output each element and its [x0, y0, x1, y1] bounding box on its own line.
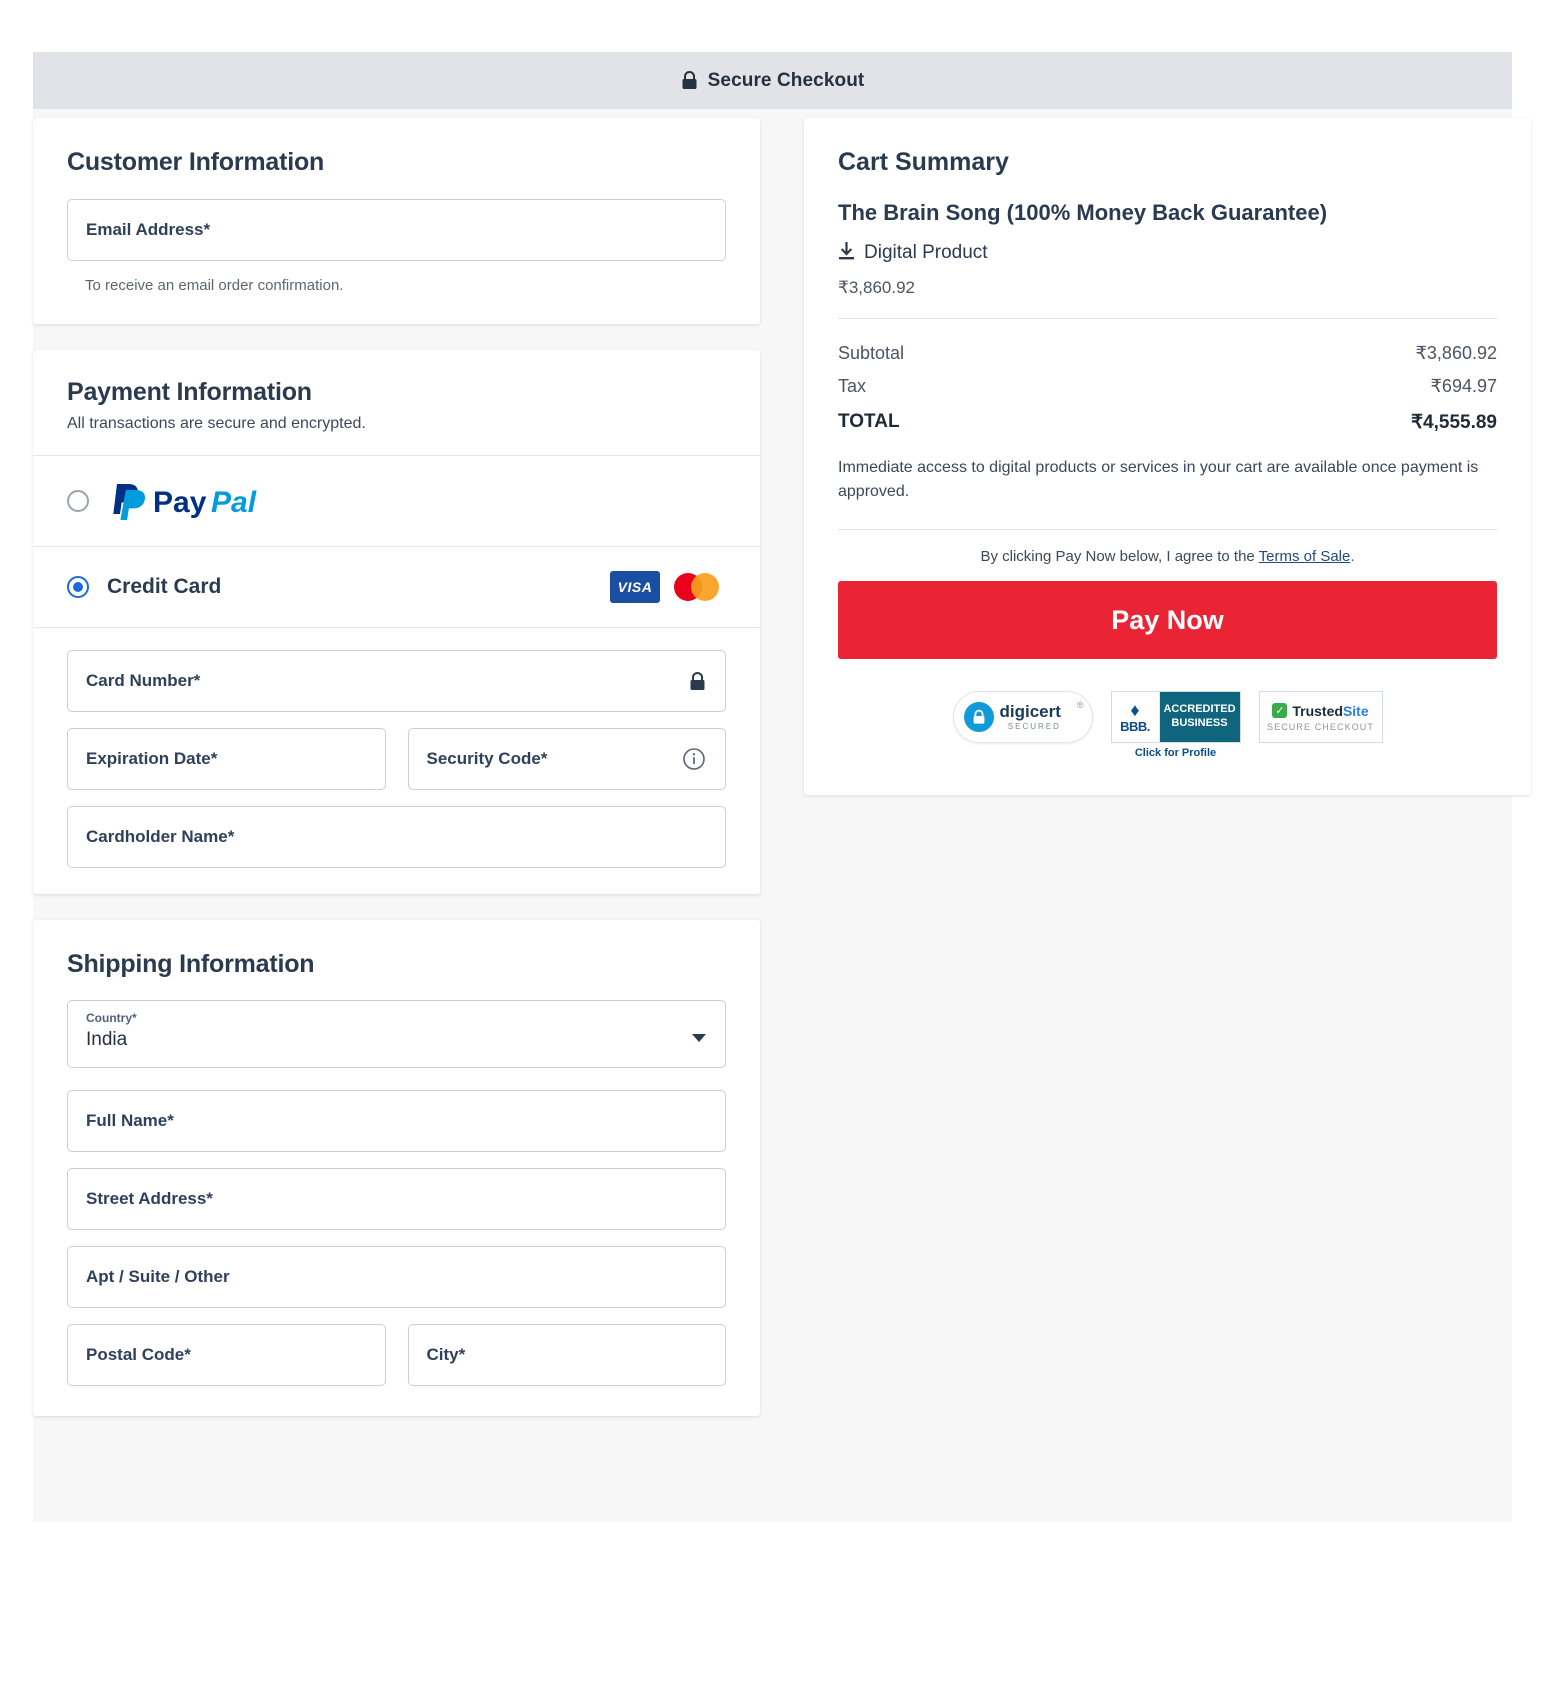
- bbb-logo-icon: ♦ BBB.: [1112, 692, 1160, 742]
- check-icon: ✓: [1272, 703, 1287, 718]
- svg-text:Pal: Pal: [211, 485, 257, 519]
- trustedsite-title-row: [1272, 703, 1368, 719]
- digicert-name: digicert: [999, 702, 1061, 722]
- country-value: India: [86, 1028, 128, 1050]
- expiration-wrapper: [67, 728, 386, 790]
- postal-code-input[interactable]: [67, 1324, 386, 1386]
- shipping-information-card: [33, 920, 760, 1417]
- subtotal-value: ₹3,860.92: [1415, 342, 1497, 363]
- customer-information-title: Customer Information: [67, 148, 325, 176]
- chevron-down-icon[interactable]: [692, 1034, 706, 1042]
- bbb-accredited-text: [1160, 692, 1240, 742]
- paypal-radio[interactable]: [67, 490, 89, 512]
- security-code-wrapper: [408, 728, 727, 790]
- full-name-wrapper: [67, 1090, 726, 1152]
- info-icon[interactable]: [682, 747, 706, 771]
- terms-prefix: By clicking Pay Now below, I agree to the: [980, 548, 1259, 566]
- tax-value: ₹694.97: [1430, 375, 1497, 396]
- email-helper-text: To receive an email order confirmation.: [85, 276, 344, 294]
- cardholder-name-wrapper: [67, 806, 726, 868]
- right-column: [804, 118, 1531, 821]
- tax-row: [838, 370, 1497, 403]
- customer-information-card: [33, 118, 760, 324]
- product-price: ₹3,860.92: [838, 277, 915, 297]
- terms-of-sale-link[interactable]: Terms of Sale: [1258, 548, 1351, 566]
- shipping-information-title: Shipping Information: [67, 949, 315, 978]
- email-input[interactable]: [67, 199, 726, 261]
- trustedsite-badge[interactable]: [1259, 691, 1383, 743]
- trust-badges: [838, 691, 1497, 765]
- lock-icon: [689, 671, 706, 691]
- payment-header: [33, 350, 760, 456]
- terms-suffix: .: [1350, 548, 1355, 566]
- country-select[interactable]: [67, 1000, 726, 1068]
- paypal-logo-icon: [107, 480, 295, 522]
- apt-suite-wrapper: [67, 1246, 726, 1308]
- digicert-text: [1000, 703, 1061, 731]
- security-code-input[interactable]: [408, 728, 727, 790]
- payment-information-card: [33, 350, 760, 894]
- product-type-row: [838, 241, 1497, 266]
- card-brand-icons: [610, 571, 726, 603]
- trustedsite-name-part1: Trusted: [1292, 702, 1343, 719]
- expiration-security-row: [67, 728, 726, 806]
- terms-divider: [838, 529, 1497, 530]
- product-type-label: Digital Product: [864, 242, 988, 263]
- total-value: ₹4,555.89: [1410, 411, 1497, 433]
- bbb-line-2: BUSINESS: [1171, 717, 1228, 730]
- total-row: [838, 403, 1497, 440]
- bbb-badge[interactable]: [1111, 691, 1241, 743]
- postal-code-wrapper: [67, 1324, 386, 1386]
- digital-access-note: Immediate access to digital products or services in your cart are available once payment is approved.: [838, 458, 1479, 501]
- terms-text: [838, 548, 1497, 565]
- visa-icon: VISA: [610, 571, 660, 603]
- apt-suite-input[interactable]: [67, 1246, 726, 1308]
- payment-option-paypal[interactable]: [33, 456, 760, 547]
- city-input[interactable]: [408, 1324, 727, 1386]
- subtotal-label: Subtotal: [838, 342, 905, 363]
- digicert-badge[interactable]: [953, 691, 1093, 743]
- trustedsite-name-part2: Site: [1342, 702, 1369, 719]
- cardholder-name-input[interactable]: [67, 806, 726, 868]
- country-label: Country*: [86, 1011, 137, 1026]
- trustedsite-name: [1292, 703, 1368, 719]
- bbb-badge-wrapper[interactable]: [1111, 691, 1241, 759]
- trustedsite-sub: SECURE CHECKOUT: [1266, 721, 1374, 732]
- subtotal-row: [838, 337, 1497, 370]
- total-label: TOTAL: [838, 410, 900, 432]
- secure-checkout-bar: [33, 52, 1512, 109]
- city-wrapper: [408, 1324, 727, 1386]
- postal-city-row: [67, 1324, 726, 1386]
- street-address-wrapper: [67, 1168, 726, 1230]
- street-address-input[interactable]: [67, 1168, 726, 1230]
- mastercard-icon: [674, 571, 726, 603]
- secure-checkout-title: Secure Checkout: [707, 69, 865, 91]
- expiration-date-input[interactable]: [67, 728, 386, 790]
- bbb-caption[interactable]: Click for Profile: [1134, 747, 1217, 760]
- summary-divider: [838, 318, 1497, 319]
- product-name: The Brain Song (100% Money Back Guarantee): [838, 200, 1328, 225]
- country-select-wrapper[interactable]: [67, 1000, 726, 1068]
- cart-summary-title: Cart Summary: [838, 148, 1009, 176]
- download-icon: [838, 241, 855, 266]
- cart-summary-card: [804, 118, 1531, 795]
- credit-card-label: Credit Card: [107, 574, 222, 598]
- payment-information-title: Payment Information: [67, 377, 312, 406]
- card-number-input[interactable]: [67, 650, 726, 712]
- email-field-wrapper: [67, 199, 726, 261]
- pay-now-button[interactable]: Pay Now: [838, 581, 1497, 659]
- tax-label: Tax: [838, 375, 867, 396]
- digicert-registered-mark: ®: [1076, 700, 1084, 711]
- payment-option-credit-card[interactable]: [33, 547, 760, 628]
- svg-text:Pay: Pay: [153, 485, 207, 519]
- card-number-wrapper: [67, 650, 726, 712]
- digicert-sub: SECURED: [1007, 722, 1061, 732]
- left-column: [33, 118, 760, 1442]
- lock-icon: [681, 71, 698, 90]
- payment-subtitle: All transactions are secure and encrypted.: [67, 414, 366, 432]
- full-name-input[interactable]: [67, 1090, 726, 1152]
- credit-card-fields: [33, 628, 760, 894]
- bbb-line-1: ACCREDITED: [1163, 703, 1236, 716]
- checkout-stage: [33, 52, 1512, 1522]
- digicert-lock-icon: [964, 702, 994, 732]
- credit-card-radio[interactable]: [67, 576, 89, 598]
- bbb-word: BBB.: [1120, 718, 1150, 734]
